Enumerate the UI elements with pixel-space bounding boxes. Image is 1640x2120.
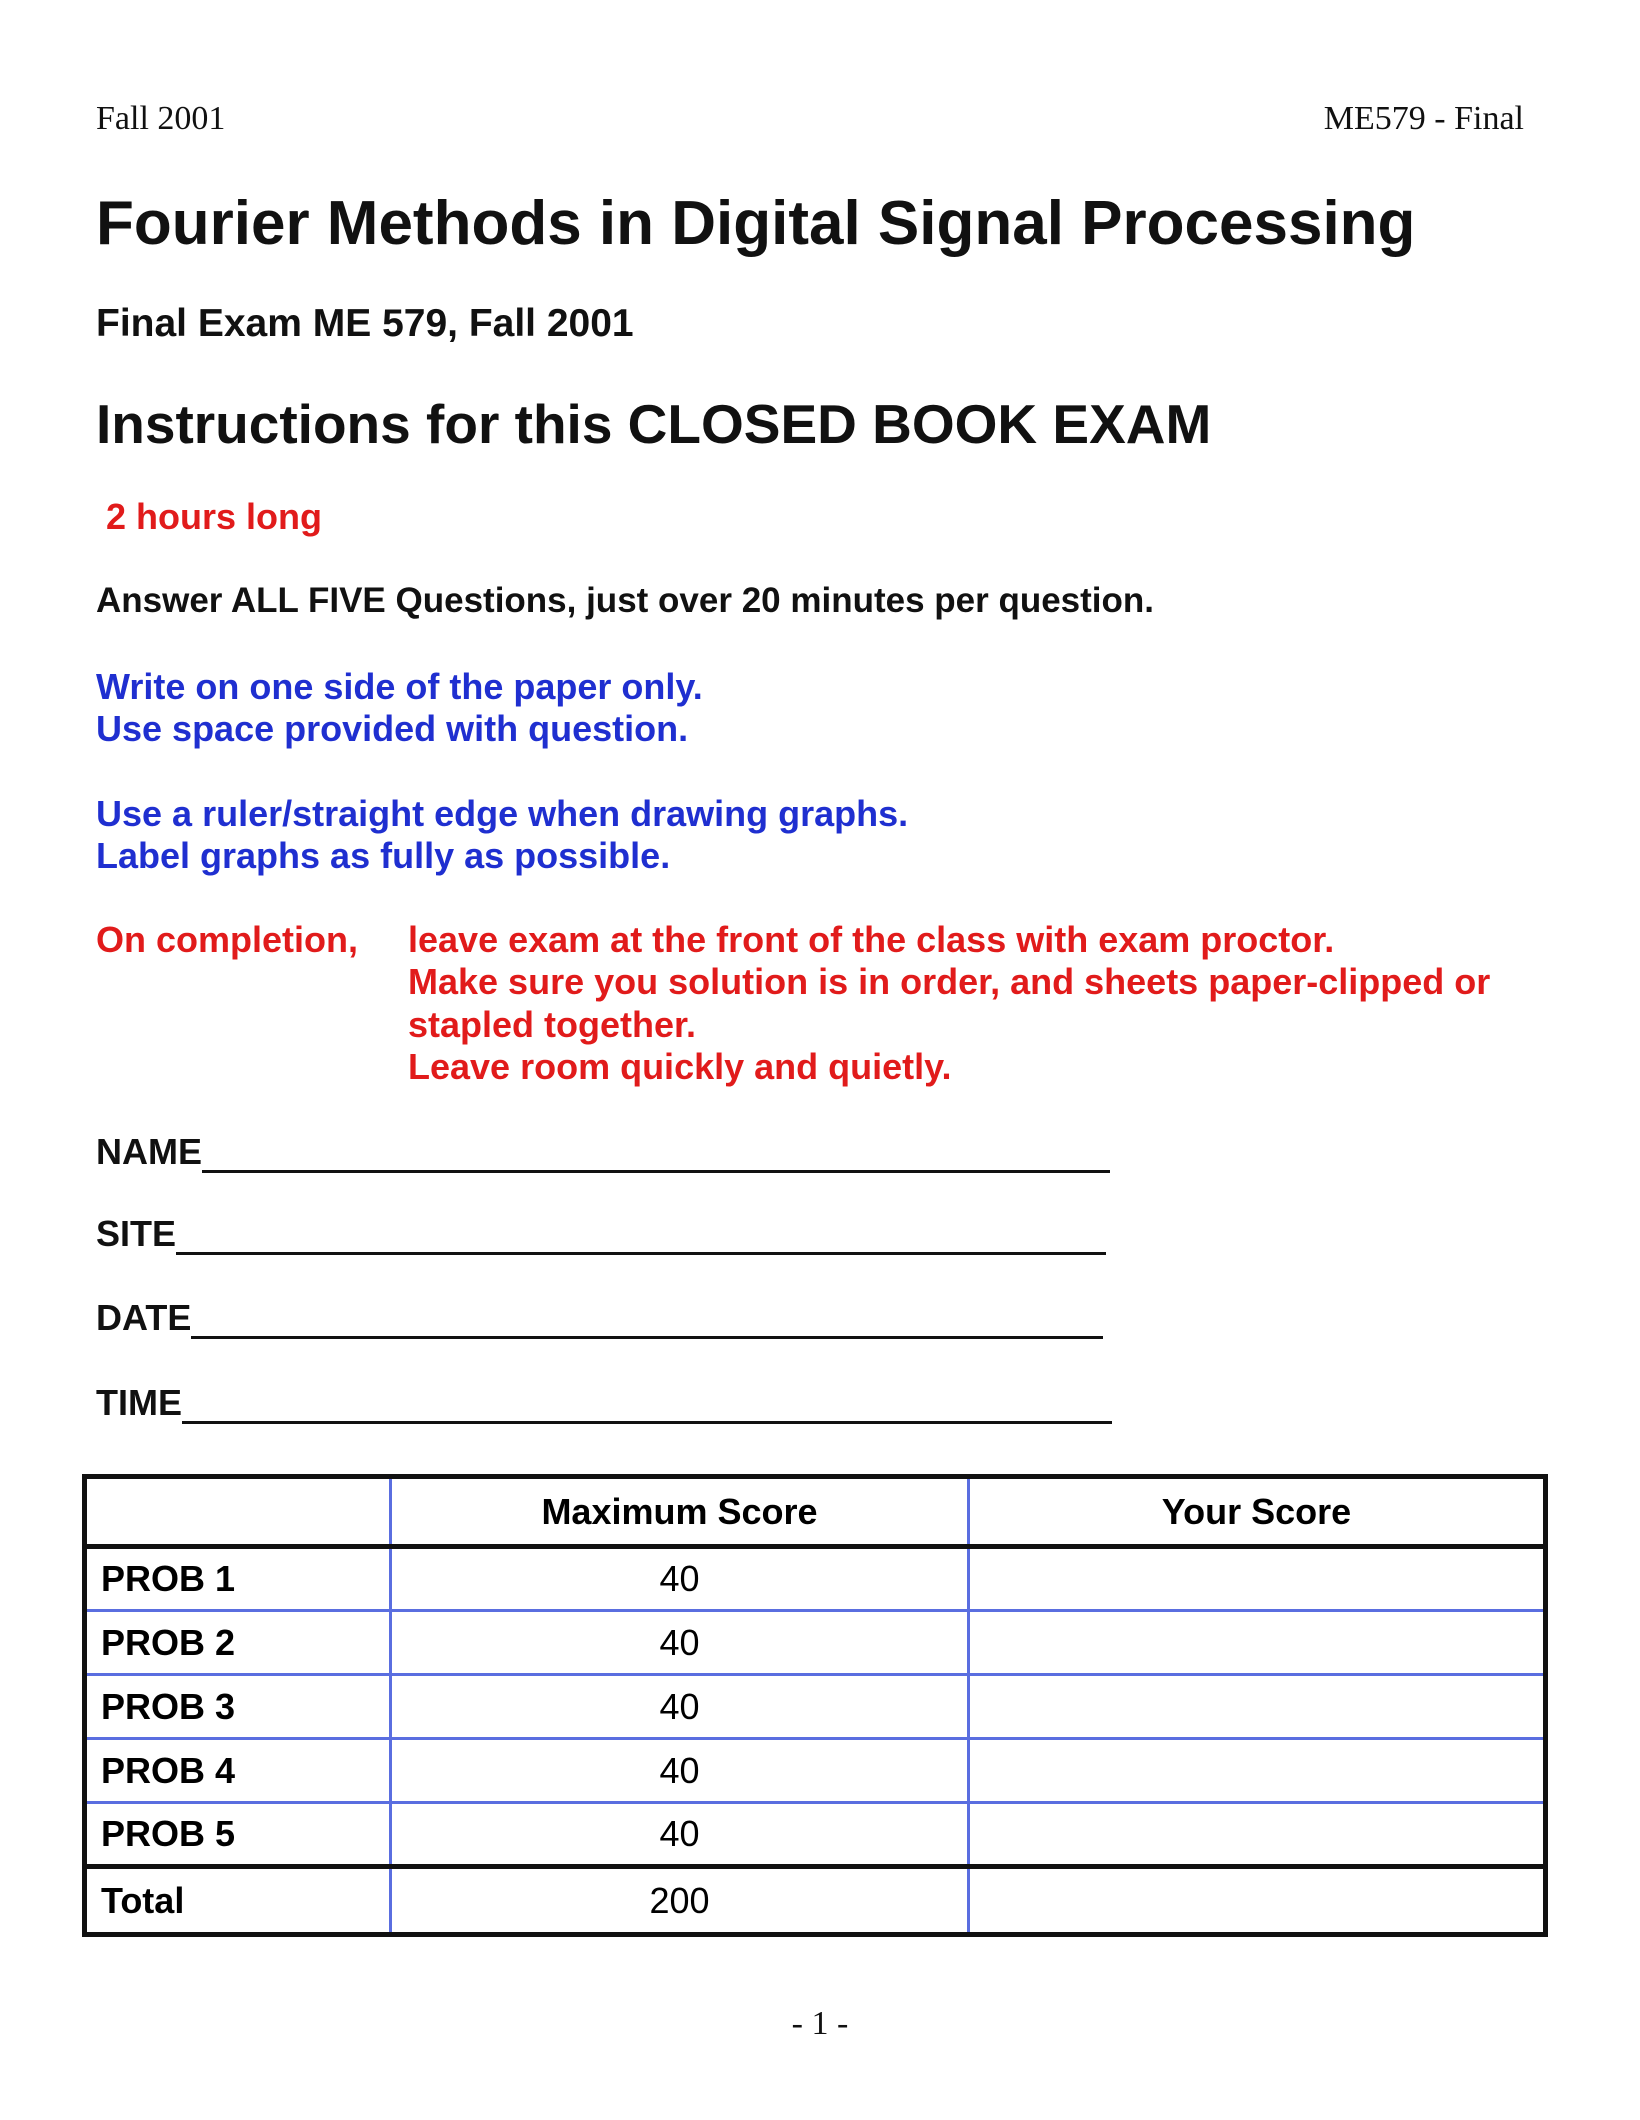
header-term: Fall 2001 [96,100,226,137]
table-row [85,1611,1546,1675]
date-line[interactable] [191,1302,1103,1339]
table-row [85,1739,1546,1803]
label-graphs-instruction: Label graphs as fully as possible. [96,835,671,876]
total-max-score: 200 [391,1867,969,1935]
table-total-row [85,1867,1546,1935]
name-line[interactable] [202,1136,1110,1173]
exam-subtitle: Final Exam ME 579, Fall 2001 [96,302,634,345]
max-score: 40 [391,1547,969,1611]
total-your-score-cell[interactable] [969,1867,1546,1935]
space-instruction: Use space provided with question. [96,708,689,749]
completion-label: On completion, [96,919,359,960]
your-score-cell[interactable] [969,1547,1546,1611]
date-field[interactable] [96,1297,1103,1339]
row-label: PROB 1 [85,1547,391,1611]
your-score-cell[interactable] [969,1675,1546,1739]
instructions-heading: Instructions for this CLOSED BOOK EXAM [96,393,1212,455]
max-score: 40 [391,1611,969,1675]
total-label: Total [85,1867,391,1935]
site-label: SITE [96,1213,177,1254]
completion-line: leave exam at the front of the class with exam proctor. [408,919,1335,960]
answer-instruction: Answer ALL FIVE Questions, just over 20 minutes per question. [96,581,1154,620]
table-header-max: Maximum Score [391,1477,969,1547]
row-label: PROB 5 [85,1803,391,1867]
time-field[interactable] [96,1382,1112,1424]
your-score-cell[interactable] [969,1611,1546,1675]
table-row [85,1675,1546,1739]
max-score: 40 [391,1675,969,1739]
date-label: DATE [96,1297,192,1338]
row-label: PROB 2 [85,1611,391,1675]
completion-line: stapled together. [408,1004,697,1045]
score-table [82,1474,1548,1937]
completion-line: Make sure you solution is in order, and sheets paper-clipped or [408,961,1491,1002]
max-score: 40 [391,1803,969,1867]
table-header-row [85,1477,1546,1547]
site-line[interactable] [176,1218,1106,1255]
row-label: PROB 4 [85,1739,391,1803]
completion-line: Leave room quickly and quietly. [408,1046,952,1087]
paper-instruction: Write on one side of the paper only. [96,666,703,707]
ruler-instruction: Use a ruler/straight edge when drawing graphs. [96,793,909,834]
time-label: TIME [96,1382,182,1423]
your-score-cell[interactable] [969,1803,1546,1867]
name-field[interactable] [96,1131,1110,1173]
duration-text: 2 hours long [106,496,322,537]
your-score-cell[interactable] [969,1739,1546,1803]
time-line[interactable] [182,1387,1112,1424]
table-row [85,1547,1546,1611]
header-course: ME579 - Final [1323,100,1524,137]
site-field[interactable] [96,1213,1106,1255]
row-label: PROB 3 [85,1675,391,1739]
table-row [85,1803,1546,1867]
max-score: 40 [391,1739,969,1803]
table-header-blank [85,1477,391,1547]
name-label: NAME [96,1131,202,1172]
page-number: - 1 - [791,2005,849,2042]
page-title: Fourier Methods in Digital Signal Processing [96,189,1416,258]
table-header-your-score: Your Score [969,1477,1546,1547]
